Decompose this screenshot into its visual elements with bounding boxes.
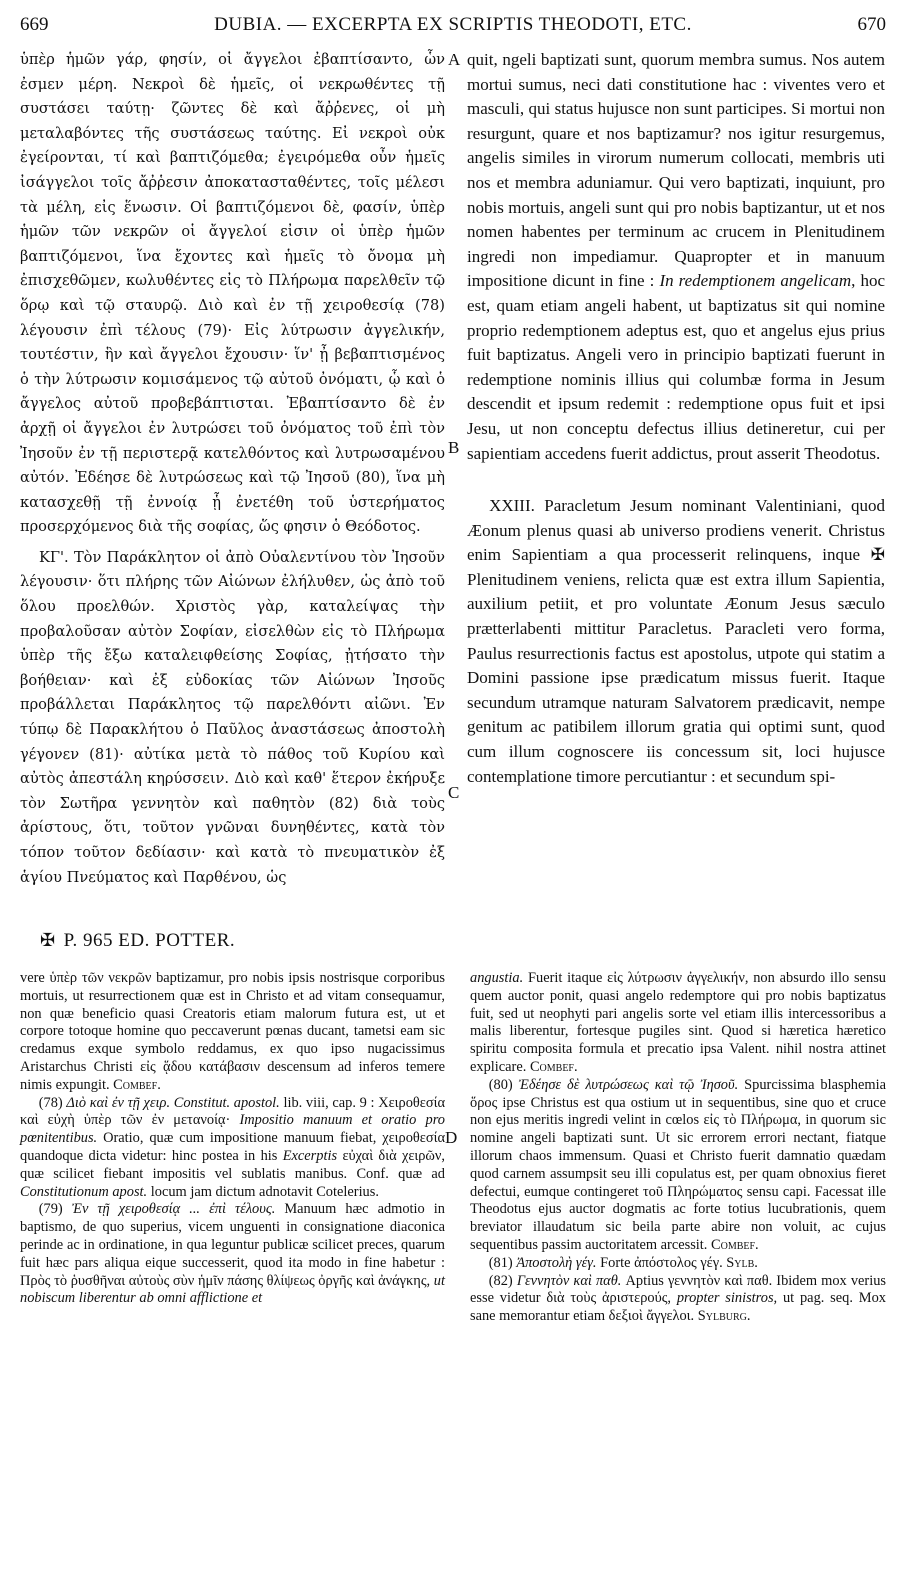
note-text: vere ὑπὲρ τῶν νεκρῶν baptizamur, pro nobis ipsis nostrisque corporibus mortuis, ut resurrectionem quæ est in Christo et ad vitam consequamur, non quæ beneficio quasi Creatoris etiam malorum futura est, ut et corpore totoque homine quo peccaverunt pœnas ducant, tametsi eam sic credamus exque symbolo reddamus, ex quo ipso nugacissimus Aristarchus Christi εἰς ᾅδου κατάβασιν descensum ad inferos temere nimis expungit. (20, 970, 445, 1093)
greek-paragraph: ΚΓ'. Τὸν Παράκλητον οἱ ἀπὸ Οὐαλεντίνου τὸν Ἰησοῦν λέγουσιν· ὅτι πλήρης τῶν Αἰώνων ἐλήλυθεν, ὡς ἀπὸ τοῦ ὅλου προελθών. Χριστὸς γὰρ, καταλείψας τὴν προβαλοῦσαν αὐτὸν Σοφίαν, εἰσελθὼν εἰς τὸ Πλήρωμα ὑπὲρ τῆς ἔξω καταλειφθείσης Σοφίας, ᾐτήσατο τὴν βοήθειαν· καὶ ἐξ εὐδοκίας τῶν Αἰώνων Ἰησοῦς προβάλλεται Παράκλητος τῷ παρελθόντι αἰῶνι. Ἐν τύπῳ δὲ Παρακλήτου ὁ Παῦλος ἀναστάσεως ἀποστολὴ γέγονεν (81)· αὐτίκα μετὰ τὸ πάθος τοῦ Κυρίου καὶ αὐτὸς ἀπεστάλη κηρύσσειν. Διὸ καὶ καθ' ἕτερον ἐκήρυξε τὸν Σωτῆρα γεννητὸν καὶ παθητὸν (82) διὰ τοὺς ἀρίστους, ὅτι, τοῦτον γνῶναι δυνηθέντες, κατὰ τὸν τόπον τοῦτον δεδίασιν· καὶ κατὰ τὸ πνευματικὸν ἐξ ἁγίου Πνεύματος καὶ Παρθένου, ὡς (20, 548, 445, 886)
latin-text: , hoc est, quam etiam angeli habent, ut baptizatus sit qui nomine proprio redemptionem adeptus est, quo et angelus ejus prius fuit baptizatus. Angeli vero in principio baptizati fuerunt in redemptione nominis illius qui columbæ forma in Jesum descendit et ipsum redemit : redemptione opus fuit et ipsi Jesu, ut non conceptu defectus illius detineretur, cui per sapientiam accedens fuerit addictus, prout asserit Theodotus. (467, 271, 886, 463)
greek-text-column (20, 48, 445, 890)
greek-paragraph: ὑπὲρ ἡμῶν γάρ, φησίν, οἱ ἄγγελοι ἐβαπτίσαντο, ὧν ἐσμεν μέρη. Νεκροὶ δὲ ἡμεῖς, οἱ νεκρωθέντες τῇ συστάσει ταύτῃ· ζῶντες δὲ καὶ ἄῤῥενες, οἱ μὴ μεταλαβόντες τῆς συστάσεως ταύτης. Εἰ νεκροὶ οὐκ ἐγείρονται, τί καὶ βαπτιζόμεθα; ἐγειρόμεθα οὖν ἡμεῖς ἰσάγγελοι τοῖς ἄῤῥεσιν ἀποκατασταθέντες, τοῖς μέλεσι τὰ μέλη, εἰς ἕνωσιν. Οἱ βαπτιζόμενοι δὲ, φασίν, ὑπὲρ ἡμῶν τῶν νεκρῶν οἱ ἄγγελοί εἰσιν οἱ ὑπὲρ ἡμῶν βαπτιζόμενοι, ἵνα ἔχοντες καὶ ἡμεῖς τὸ ὄνομα μὴ ἐπισχεθῶμεν, κωλυθέντες εἰς τὸ Πλήρωμα παρελθεῖν τῷ ὅρῳ καὶ τῷ σταυρῷ. Διὸ καὶ ἐν τῇ χειροθεσίᾳ (78) λέγουσιν ἐπὶ τέλους (79)· Εἰς λύτρωσιν ἀγγελικήν, τουτέστιν, ἣν καὶ ἄγγελοι ἔχουσιν· ἵν' ᾖ βεβαπτισμένος ὁ τὴν λύτρωσιν κομισάμενος τῷ αὐτοῦ ὀνόματι, ᾧ καὶ ὁ ἄγγελος αὐτοῦ προβεβάπτισται. Ἐβαπτίσαντο δὲ ἐν ἀρχῇ οἱ ἄγγελοι ἐν λυτρώσει τοῦ ὀνόματος τοῦ ἐπὶ τὸν Ἰησοῦν ἐν τῇ περιστερᾷ κατελθόντος καὶ λυτρωσαμένου αὐτόν. Ἐδέησε δὲ λυτρώσεως καὶ τῷ Ἰησοῦ (80), ἵνα μὴ κατασχεθῇ τῇ ἐννοίᾳ ᾗ ἐνετέθη τοῦ ὑστερήματος προσερχόμενος διὰ τῆς σοφίας, ὥς φησιν ὁ Θεόδοτος. (20, 51, 445, 536)
note-text: Oratio, quæ cum impositione manuum fiebat, χειροθεσία quandoque dicta videtur: hinc postea in his (20, 1130, 445, 1164)
note-text: ut pag. seq. Mox sane memorantur etiam δεξιοὶ ἄγγελοι. (470, 1290, 886, 1325)
note-text: Aptius γεννητὸν καὶ παθ. Ibidem mox verius esse videtur διὰ τοὺς ἀριστερούς, (470, 1272, 886, 1307)
footnote-81 (470, 1255, 886, 1273)
margin-marker-a: A (448, 50, 461, 69)
running-title: DUBIA. — EXCERPTA EX SCRIPTIS THEODOTI, ETC. (214, 14, 692, 35)
note-text: εὐχαὶ διὰ χειρῶν, quæ scilicet fiebant impositis vel sublatis manibus. Conf. quæ ad (20, 1147, 446, 1182)
note-text: lib. viii, cap. 9 : Χειροθεσία καὶ εὐχὴ ὑπὲρ τῶν ἐν μετανοίᾳ· (20, 1094, 445, 1129)
page-number-right: 670 (857, 14, 886, 35)
note-number: (80) (488, 1076, 513, 1093)
margin-marker-b: B (448, 438, 460, 457)
note-italic: Excerptis (282, 1147, 338, 1164)
note-lemma: Διὸ καὶ ἐν τῇ χειρ. Constitut. apostol. (66, 1094, 280, 1111)
running-header (20, 10, 886, 42)
note-lemma: Ἐδέησε δὲ λυτρώσεως καὶ τῷ Ἰησοῦ. (518, 1076, 739, 1093)
note-signature: Combef. (711, 1236, 759, 1253)
note-italic: angustia. (470, 970, 524, 986)
note-text: Forte ἀπόστολος γέγ. (600, 1254, 723, 1271)
note-signature: Combef. (529, 1058, 578, 1075)
note-italic: ut nobiscum liberentur ab omni afflictione et (20, 1272, 445, 1307)
note-number: (79) (38, 1201, 63, 1218)
note-text: Manuum hæc admotio in baptismo, de quo superius, vicem unguenti in consignatione diaconica perinde ac in ordinatione, in qua leguntur publicæ scilicet preces, quarum fuit hæc pars aliqua eique successerit, quod ita modo in fine habetur : Πρὸς τὸ ῥυσθῆναι αὐτοὺς σὺν ἡμῖν πάσης θλίψεως ὀργῆς καὶ ἀνάγκης, (20, 1201, 445, 1289)
note-signature: Sylb. (726, 1254, 758, 1271)
footnote-78 (20, 1095, 445, 1202)
latin-paragraph (467, 48, 885, 466)
note-italic: propter sinistros, (676, 1290, 778, 1307)
latin-text: quit, ngeli baptizati sunt, quorum membra sumus. Nos autem mortui sumus, neci dati constitutione hac : viventes vero et masculi, qui status hujusce non sunt participes. Si mortui non resurgunt, quare et nos baptizamur? nos igitur resurgemus, angelis similes in virorum numerum collocati, membris uti nos et membra aduniamur. Qui vero baptizati, inquiunt, pro nobis mortuis, angeli sunt qui pro nobis baptizantur, ut et nos nomen habentes per terminum ac crucem in Plenitudinem ingredi non impediamur. Quapropter et in manuum impositione dicunt in fine : (467, 50, 885, 291)
footnote-82 (470, 1273, 886, 1326)
note-text: Spurcissima blasphemia ὅρος ipse Christus est qua ostium ut in sequentibus, sine quo et cruce non ejus meritis ingredi velint in cœlos εἰς τὸ Πλήρωμα, in quorum sic nomine angeli baptizati sunt. Ut sic errorem errori nectant, fiatque illorum chaos immensum. Quasi et Christo fuerit damnatio quædam quod carnem assumpsit seu illi copulatus est, per quam obnoxius fieret defectui, eumque contingeret τοῦ Πληρώματος sensu capi. Facessat ille Theodotus ejus auctor dogmatis ac forte totius lucubrationis, quem breviator illaudatum sic beila parte abire non voluit, ac cujus sequentibus passim auctoritatem arcessit. (470, 1076, 886, 1253)
footnote-79 (20, 1201, 445, 1308)
cross-icon: ✠ (40, 930, 56, 950)
potter-label: P. 965 ED. POTTER. (63, 930, 236, 951)
note-number: (82) (488, 1272, 513, 1289)
note-lemma: Ἐν τῇ χειροθεσίᾳ ... ἐπὶ τέλους. (71, 1201, 276, 1218)
latin-text-column (467, 48, 885, 789)
footnote (470, 970, 886, 1077)
margin-marker-d: D (445, 1128, 458, 1147)
footnote (20, 970, 445, 1095)
note-text: Fuerit itaque εἰς λύτρωσιν ἀγγελικήν, non absurdo illo sensu quem auctor ponit, quasi angelo redemptore qui pro nobis baptizatus fuit, sed ut neophyti pari angelis sorte vel etiam illis intercessoribus a malis liberentur, fortesque pugiles sint. Quod si hæretica hæretico spiritu composita formula et precatio ipsa Valent. nihil nostra attinet explicare. (470, 970, 886, 1075)
footnote-80 (470, 1077, 886, 1255)
page-number-left: 669 (20, 14, 49, 35)
note-number: (81) (488, 1254, 513, 1271)
note-italic: Impositio manuum et oratio pro pœnitentibus. (20, 1112, 445, 1147)
note-lemma: Ἀποστολὴ γέγ. (516, 1254, 597, 1271)
latin-paragraph: XXIII. Paracletum Jesum nominant Valentiniani, quod Æonum plenus quasi ab universo prodiens venerit. Christus enim Sapientiam a qua processerit relinquens, inque ✠ Plenitudinem veniens, relicta quæ est extra illum Sapientia, auxilium petiit, et pro voluntate Æonum Jesus sæculo prætterlabenti mittitur Paracletus. Paracleti vero forma, Paulus resurrectionis factus est apostolus, utpote qui statim a Domini passione ipse prædicatum missus fuerit. Itaque secundum utramque naturam Salvatorem prædicavit, nempe genitum ac patibilem illorum gratia qui optimi sunt, quod cum illum cognoscere iis concessum sit, loci hujusce contemplatione timore percutiantur : et secundum spi- (467, 496, 885, 786)
note-lemma: Γεννητὸν καὶ παθ. (516, 1272, 622, 1289)
note-italic: Constitutionum apost. (20, 1183, 148, 1200)
footnotes-right-column (470, 970, 886, 1326)
note-signature: Sylburg. (697, 1308, 751, 1325)
margin-marker-c: C (448, 783, 460, 802)
note-number: (78) (38, 1094, 63, 1111)
potter-page-reference (40, 930, 235, 952)
footnotes-left-column (20, 970, 445, 1308)
note-text: locum jam dictum adnotavit Cotelerius. (150, 1183, 379, 1200)
note-signature: Combef. (113, 1076, 161, 1093)
latin-italic: In redemptionem angelicam (659, 271, 852, 291)
